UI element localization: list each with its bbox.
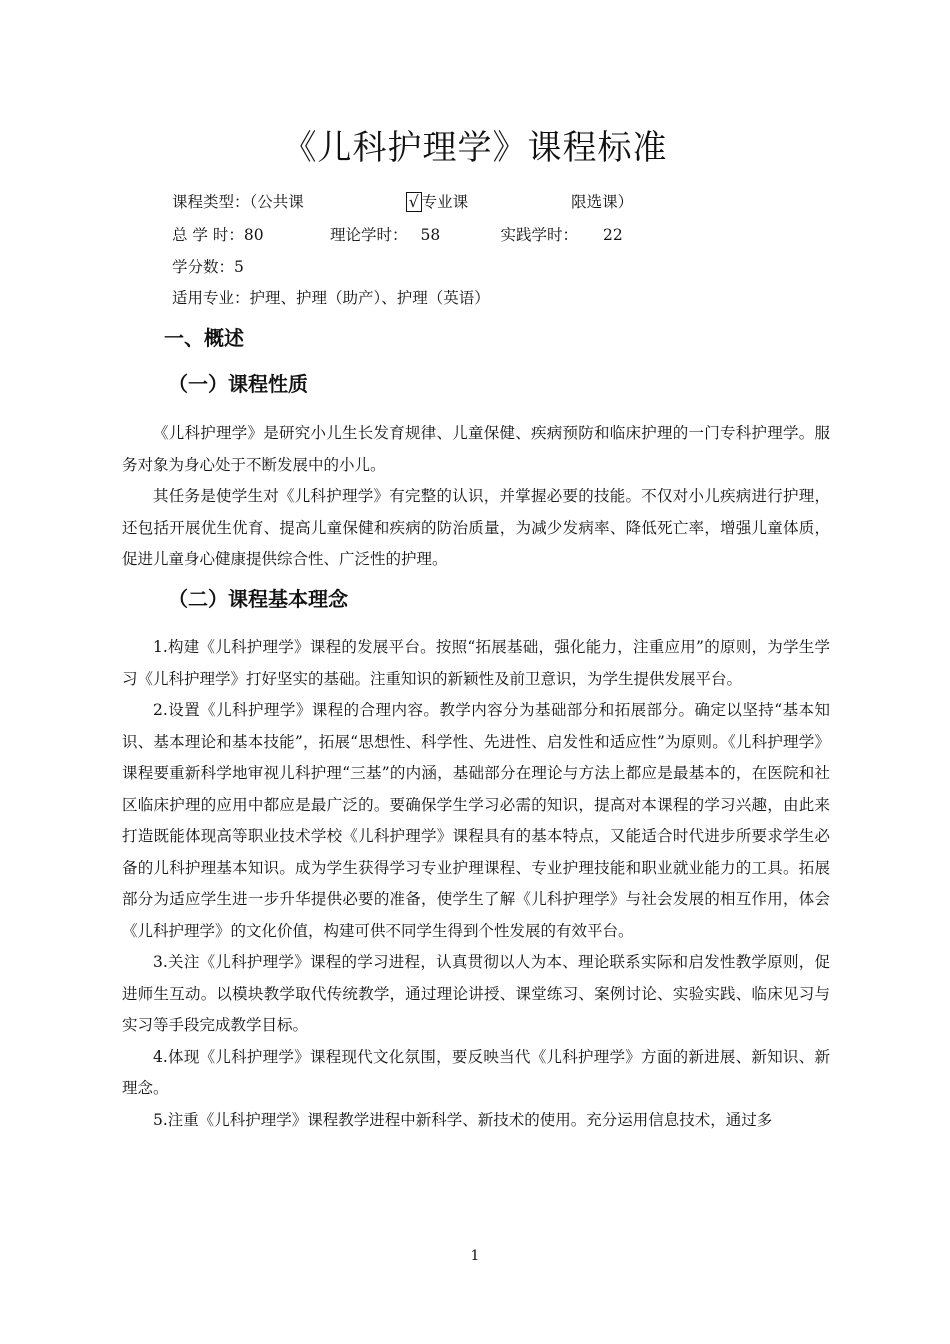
paragraph: 3.关注《儿科护理学》课程的学习进程，认真贯彻以人为本、理论联系实际和启发性教学原则，促进师生互动。以模块教学取代传统教学，通过理论讲授、课堂练习、案例讨论、实验实践、临床见习与实习等手段完成教学目标。 <box>122 953 830 1034</box>
paragraph: 《儿科护理学》是研究小儿生长发育规律、儿童保健、疾病预防和临床护理的一门专科护理学。服务对象为身心处于不断发展中的小儿。 <box>122 424 830 474</box>
nature-body <box>122 418 830 576</box>
page-number: 1 <box>470 1248 480 1264</box>
paragraph: 4.体现《儿科护理学》课程现代文化氛围，要反映当代《儿科护理学》方面的新进展、新知识、新理念。 <box>122 1047 830 1097</box>
subsection-heading-philosophy: （二）课程基本理念 <box>168 587 348 611</box>
hours-line <box>172 223 623 245</box>
credits-line: 学分数：5 <box>172 258 244 276</box>
theory-hours-label: 理论学时： <box>330 226 408 244</box>
course-type-label: 课程类型：（公共课 <box>172 193 304 211</box>
course-type-line <box>172 190 633 212</box>
paragraph: 其任务是使学生对《儿科护理学》有完整的认识，并掌握必要的技能。不仅对小儿疾病进行护理，还包括开展优生优育、提高儿童保健和疾病的防治质量，为减少发病率、降低死亡率，增强儿童体质，促进儿童身心健康提供综合性、广泛性的护理。 <box>122 487 830 568</box>
total-hours: 总 学 时：80 <box>172 226 264 244</box>
document-title: 《儿科护理学》课程标准 <box>282 128 668 168</box>
practice-hours-label: 实践学时： <box>500 226 579 244</box>
philosophy-body <box>122 632 830 1136</box>
practice-hours-value: 22 <box>603 226 623 244</box>
paragraph: 1.构建《儿科护理学》课程的发展平台。按照“拓展基础，强化能力，注重应用”的原则，为学生学习《儿科护理学》打好坚实的基础。注重知识的新颖性及前卫意识，为学生提供发展平台。 <box>122 638 830 688</box>
check-mark-box: √ <box>406 192 422 212</box>
majors-line: 适用专业：护理、护理（助产）、护理（英语） <box>172 289 490 307</box>
paragraph: 5.注重《儿科护理学》课程教学进程中新科学、新技术的使用。充分运用信息技术，通过多 <box>153 1110 773 1129</box>
paragraph: 2.设置《儿科护理学》课程的合理内容。教学内容分为基础部分和拓展部分。确定以坚持“基本知识、基本理论和基本技能”，拓展“思想性、科学性、先进性、启发性和适应性”为原则。《儿科护理学》课程要重新科学地审视儿科护理“三基”的内涵，基础部分在理论与方法上都应是最基本的，在医院和社区临床护理的应用中都应是最广泛的。要确保学生学习必需的知识，提高对本课程的学习兴趣，由此来打造既能体现高等职业技术学校《儿科护理学》课程具有的基本特点，又能适合时代进步所要求学生必备的儿科护理基本知识。成为学生获得学习专业护理课程、专业护理技能和职业就业能力的工具。拓展部分为适应学生进一步升华提供必要的准备，使学生了解《儿科护理学》与社会发展的相互作用，体会《儿科护理学》的文化价值，构建可供不同学生得到个性发展的有效平台。 <box>122 701 830 940</box>
subsection-heading-nature: （一）课程性质 <box>168 372 308 396</box>
section-heading-overview: 一、概述 <box>164 326 244 350</box>
theory-hours-value: 58 <box>420 226 441 244</box>
course-type-elective: 限选课） <box>571 193 634 211</box>
course-type-major: 专业课 <box>421 193 469 211</box>
